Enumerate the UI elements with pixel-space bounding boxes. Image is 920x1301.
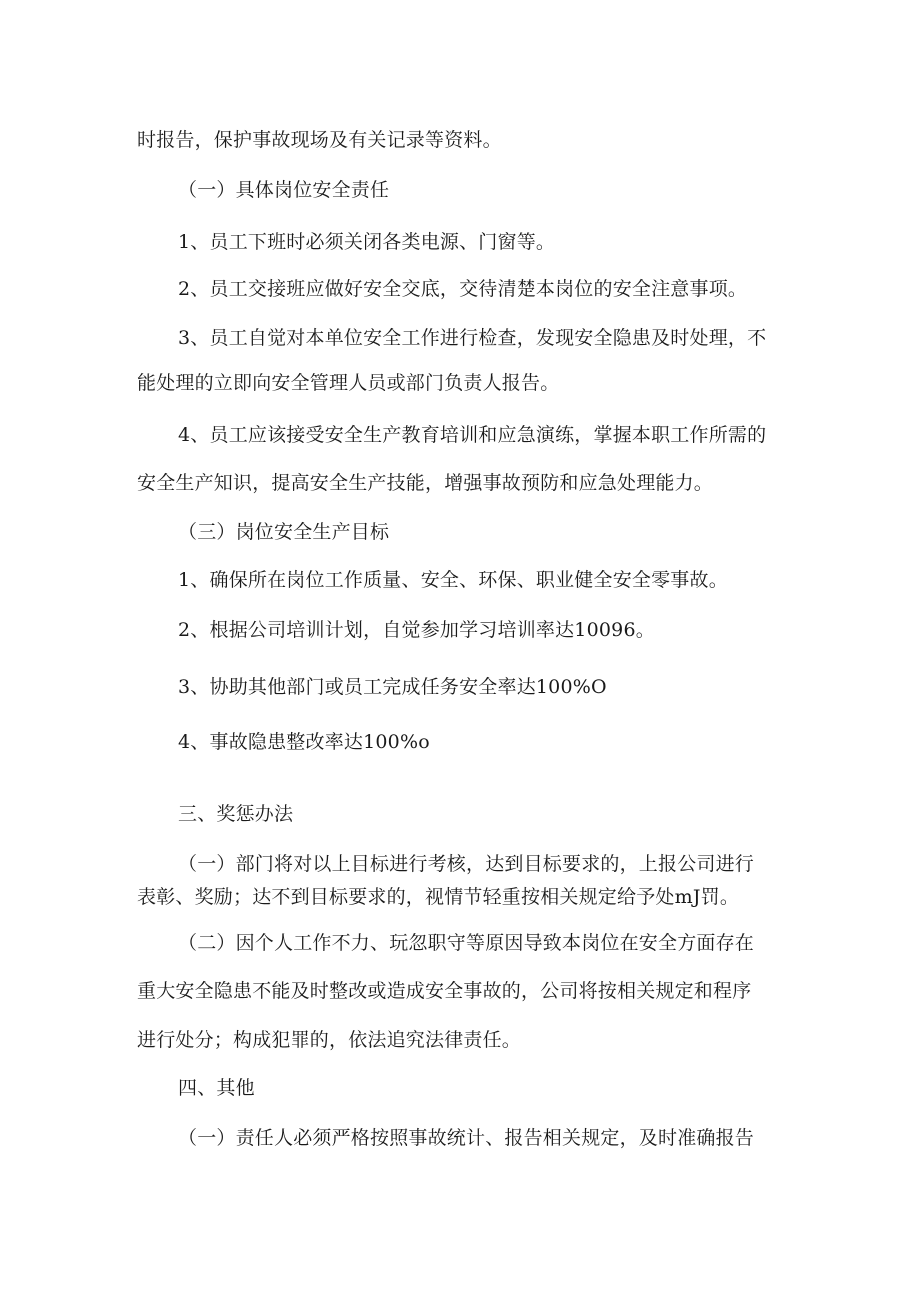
paragraph-line: （一）责任人必须严格按照事故统计、报告相关规定，及时准确报告 bbox=[178, 1127, 755, 1149]
paragraph-line: （二）因个人工作不力、玩忽职守等原因导致本岗位在安全方面存在 bbox=[178, 932, 755, 954]
list-item: 2、根据公司培训计划，自觉参加学习培训率达10096。 bbox=[178, 619, 655, 641]
paragraph-line: 安全生产知识，提高安全生产技能，增强事故预防和应急处理能力。 bbox=[137, 472, 714, 494]
list-item: 4、员工应该接受安全生产教育培训和应急演练，掌握本职工作所需的 bbox=[178, 424, 767, 446]
section-heading: （三）岗位安全生产目标 bbox=[178, 521, 390, 543]
section-heading: 四、其他 bbox=[178, 1077, 255, 1099]
paragraph-line: 时报告，保护事故现场及有关记录等资料。 bbox=[137, 129, 502, 151]
section-heading: 三、奖惩办法 bbox=[178, 803, 294, 825]
list-item: 3、员工自觉对本单位安全工作进行检查，发现安全隐患及时处理，不 bbox=[178, 327, 767, 349]
paragraph-line: （一）部门将对以上目标进行考核，达到目标要求的，上报公司进行 bbox=[178, 853, 755, 875]
list-item: 1、确保所在岗位工作质量、安全、环保、职业健全安全零事故。 bbox=[178, 569, 728, 591]
list-item: 4、事故隐患整改率达100%o bbox=[178, 731, 430, 753]
list-item: 3、协助其他部门或员工完成任务安全率达100%O bbox=[178, 676, 607, 698]
paragraph-line: 能处理的立即向安全管理人员或部门负责人报告。 bbox=[137, 372, 560, 394]
list-item: 2、员工交接班应做好安全交底，交待清楚本岗位的安全注意事项。 bbox=[178, 278, 748, 300]
paragraph-line: 进行处分；构成犯罪的，依法追究法律责任。 bbox=[137, 1029, 522, 1051]
paragraph-line: 重大安全隐患不能及时整改或造成安全事故的，公司将按相关规定和程序 bbox=[137, 980, 752, 1002]
paragraph-line: 表彰、奖励；达不到目标要求的，视情节轻重按相关规定给予处mJ罚。 bbox=[137, 886, 740, 908]
section-heading: （一）具体岗位安全责任 bbox=[178, 179, 390, 201]
list-item: 1、员工下班时必须关闭各类电源、门窗等。 bbox=[178, 231, 556, 253]
